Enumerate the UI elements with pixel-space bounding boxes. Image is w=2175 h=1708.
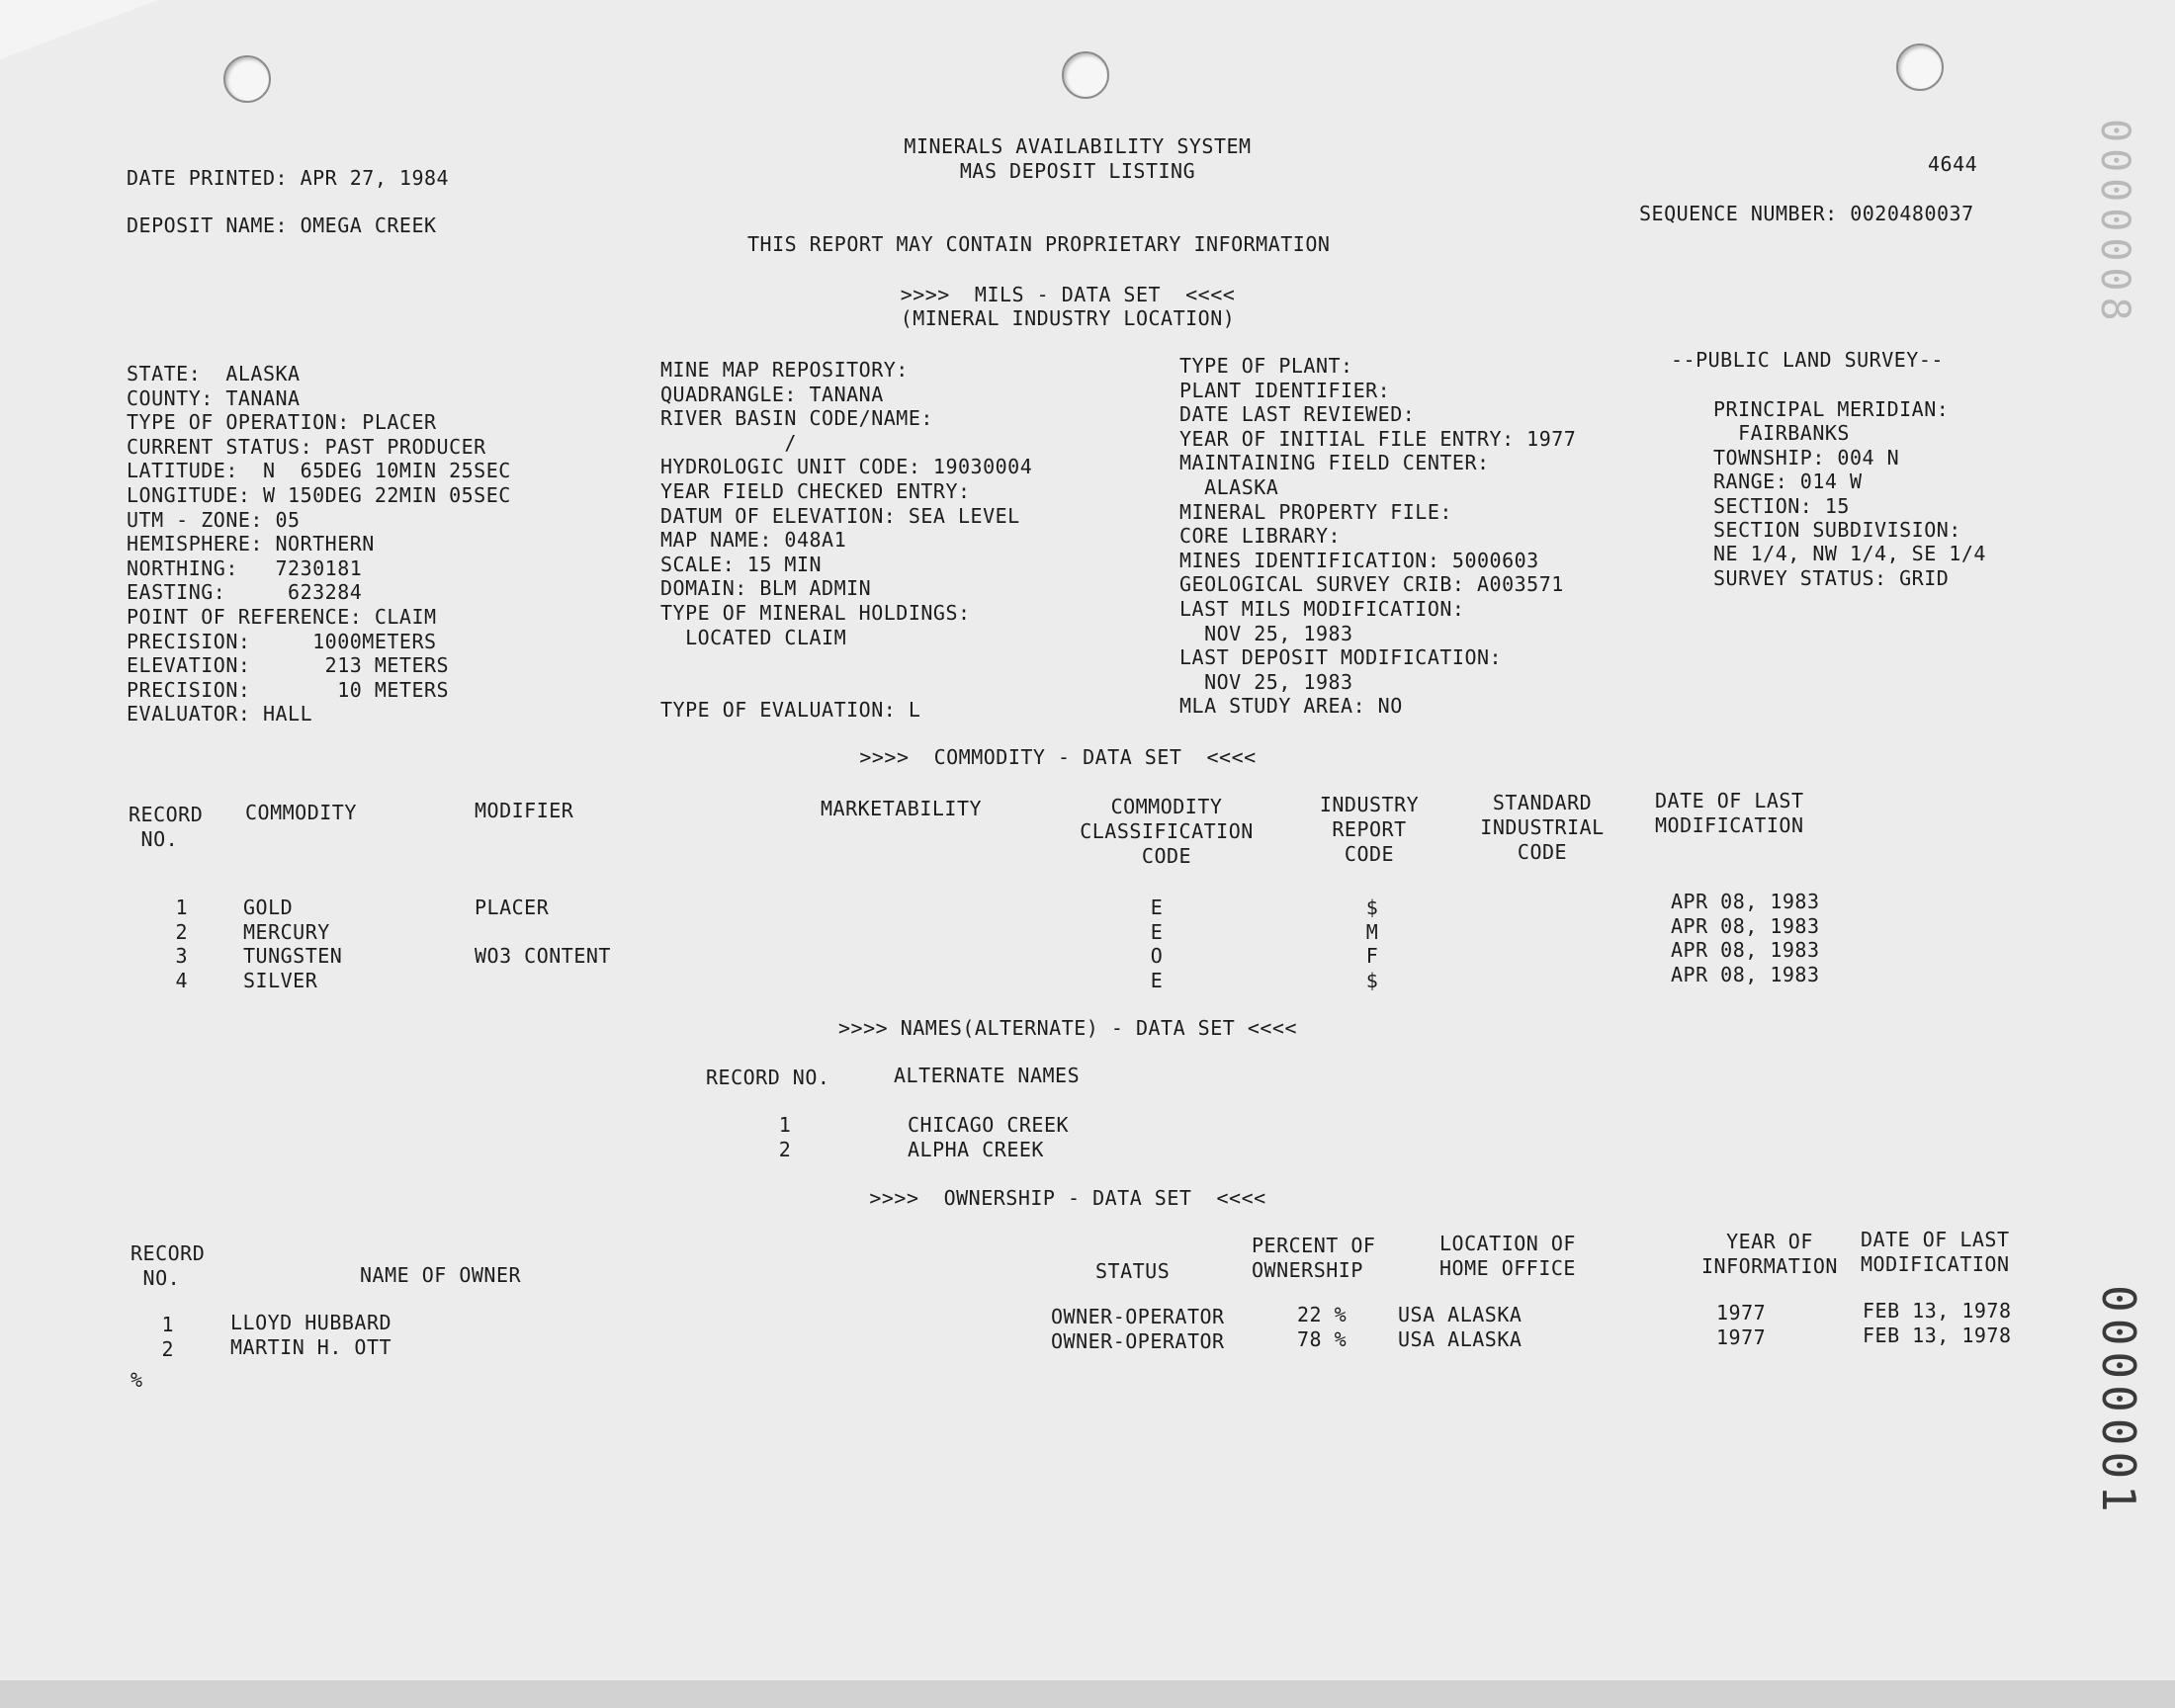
- mils-title: >>>> MILS - DATA SET <<<<: [900, 283, 1236, 306]
- public-land-survey-line: SURVEY STATUS: GRID: [1713, 565, 1950, 590]
- public-land-survey-line: RANGE: 014 W: [1713, 470, 1863, 494]
- sequence-number: SEQUENCE NUMBER: 0020480037: [1639, 202, 1974, 225]
- commodity-last-modified: APR 08, 1983: [1671, 938, 1820, 962]
- date-printed: DATE PRINTED: APR 27, 1984: [127, 166, 450, 190]
- punch-hole-left: [223, 55, 271, 103]
- owner-last-modified: FEB 13, 1978: [1863, 1299, 2012, 1323]
- mils-location-line: EASTING: 623284: [127, 580, 363, 605]
- mils-map-line: LOCATED CLAIM: [660, 625, 847, 649]
- mils-location-line: STATE: ALASKA: [127, 362, 301, 385]
- mils-location-line: ELEVATION: 213 METERS: [127, 653, 450, 678]
- names-header-record: RECORD NO.: [706, 1066, 830, 1089]
- commodity-record-no: 2: [175, 919, 188, 944]
- ownership-header-location: LOCATION OF HOME OFFICE: [1439, 1232, 1576, 1280]
- commodity-header-standard: STANDARD INDUSTRIAL CODE: [1480, 791, 1605, 864]
- commodity-record-no: 4: [175, 968, 188, 992]
- mils-plant-line: TYPE OF PLANT:: [1179, 354, 1353, 378]
- mils-plant-line: LAST DEPOSIT MODIFICATION:: [1179, 645, 1503, 670]
- ownership-title: >>>> OWNERSHIP - DATA SET <<<<: [869, 1186, 1266, 1210]
- scan-edge: [0, 1680, 2175, 1708]
- commodity-table: [0, 890, 2175, 1004]
- owner-home-office: USA ALASKA: [1398, 1303, 1522, 1326]
- commodity-name: GOLD: [243, 896, 294, 919]
- mils-plant-line: CORE LIBRARY:: [1179, 524, 1342, 549]
- mils-map-line: TYPE OF EVALUATION: L: [660, 698, 921, 723]
- owner-name: LLOYD HUBBARD: [230, 1311, 392, 1334]
- alternate-name: ALPHA CREEK: [908, 1138, 1044, 1161]
- mils-location-line: POINT OF REFERENCE: CLAIM: [127, 605, 437, 629]
- commodity-name: SILVER: [243, 968, 318, 992]
- commodity-header-modifier: MODIFIER: [475, 799, 574, 822]
- owner-percent: 22 %: [1297, 1303, 1348, 1326]
- alternate-name: CHICAGO CREEK: [908, 1113, 1070, 1137]
- ownership-header-owner: NAME OF OWNER: [360, 1263, 522, 1287]
- mils-plant-line: MAINTAINING FIELD CENTER:: [1179, 451, 1490, 475]
- ownership-header-date: DATE OF LAST MODIFICATION: [1861, 1228, 2010, 1276]
- commodity-industry-code: $: [1365, 896, 1379, 919]
- ownership-header-percent: PERCENT OF OWNERSHIP: [1252, 1234, 1376, 1282]
- commodity-name: MERCURY: [243, 919, 330, 944]
- commodity-classification-code: E: [1150, 896, 1164, 919]
- owner-status: OWNER-OPERATOR: [1051, 1305, 1225, 1328]
- commodity-modifier: WO3 CONTENT: [475, 944, 611, 968]
- owner-last-modified: FEB 13, 1978: [1863, 1324, 2012, 1347]
- mils-location-line: HEMISPHERE: NORTHERN: [127, 532, 375, 556]
- owner-home-office: USA ALASKA: [1398, 1327, 1522, 1351]
- mils-plant-line: ALASKA: [1179, 475, 1279, 499]
- end-of-record-mark: %: [130, 1368, 143, 1392]
- commodity-modifier: PLACER: [475, 896, 550, 919]
- commodity-industry-code: $: [1365, 968, 1379, 992]
- mils-plant-line: PLANT IDENTIFIER:: [1179, 378, 1391, 402]
- mils-map-line: HYDROLOGIC UNIT CODE: 19030004: [660, 455, 1033, 479]
- punch-hole-center: [1062, 51, 1109, 99]
- mils-map-line: TYPE OF MINERAL HOLDINGS:: [660, 601, 971, 625]
- commodity-last-modified: APR 08, 1983: [1671, 913, 1820, 938]
- commodity-last-modified: APR 08, 1983: [1671, 962, 1820, 986]
- mils-map-line: MAP NAME: 048A1: [660, 528, 847, 553]
- mils-map-line: SCALE: 15 MIN: [660, 552, 823, 576]
- ownership-header-record: RECORD NO.: [130, 1241, 206, 1290]
- public-land-survey-title: --PUBLIC LAND SURVEY--: [1671, 348, 1944, 372]
- commodity-record-no: 1: [175, 896, 188, 919]
- commodity-header-classification: COMMODITY CLASSIFICATION CODE: [1080, 795, 1254, 868]
- mils-plant-line: LAST MILS MODIFICATION:: [1179, 597, 1465, 621]
- folded-corner: [0, 0, 158, 59]
- punch-hole-right: [1896, 43, 1944, 91]
- commodity-classification-code: E: [1150, 919, 1164, 944]
- commodity-industry-code: M: [1365, 919, 1379, 944]
- page-number: 4644: [1928, 152, 1978, 176]
- mils-location-line: NORTHING: 7230181: [127, 555, 363, 580]
- names-title: >>>> NAMES(ALTERNATE) - DATA SET <<<<: [837, 1016, 1298, 1040]
- commodity-classification-code: O: [1150, 944, 1164, 968]
- mils-map-line: QUADRANGLE: TANANA: [660, 382, 884, 406]
- mils-location-line: LONGITUDE: W 150DEG 22MIN 05SEC: [127, 483, 511, 507]
- commodity-name: TUNGSTEN: [243, 944, 343, 968]
- listing-title: MAS DEPOSIT LISTING: [959, 159, 1196, 183]
- mils-plant-line: MINES IDENTIFICATION: 5000603: [1179, 548, 1539, 572]
- mils-map-line: MINE MAP REPOSITORY:: [660, 358, 909, 382]
- mils-map-line: DATUM OF ELEVATION: SEA LEVEL: [660, 503, 1020, 528]
- commodity-header-industry: INDUSTRY REPORT CODE: [1319, 793, 1420, 866]
- mils-location-line: COUNTY: TANANA: [127, 385, 301, 410]
- mils-map-line: DOMAIN: BLM ADMIN: [660, 576, 872, 601]
- mils-map-line: /: [660, 430, 797, 455]
- ownership-header-year: YEAR OF INFORMATION: [1701, 1230, 1838, 1278]
- ownership-header-status: STATUS: [1095, 1259, 1171, 1283]
- ownership-table: [0, 1301, 2175, 1360]
- names-header-alternate: ALTERNATE NAMES: [894, 1064, 1081, 1087]
- mils-location-line: LATITUDE: N 65DEG 10MIN 25SEC: [127, 459, 511, 483]
- public-land-survey-line: SECTION SUBDIVISION:: [1713, 518, 1961, 542]
- public-land-survey-line: SECTION: 15: [1713, 493, 1850, 518]
- names-table: [0, 1113, 2175, 1172]
- public-land-survey-line: NE 1/4, NW 1/4, SE 1/4: [1713, 542, 1986, 566]
- commodity-classification-code: E: [1150, 968, 1164, 992]
- public-land-survey-line: TOWNSHIP: 004 N: [1713, 445, 1900, 470]
- owner-status: OWNER-OPERATOR: [1051, 1329, 1225, 1353]
- mils-plant-line: GEOLOGICAL SURVEY CRIB: A003571: [1179, 572, 1564, 597]
- commodity-record-no: 3: [175, 944, 188, 968]
- owner-year-of-information: 1977: [1716, 1325, 1767, 1349]
- mils-location-line: TYPE OF OPERATION: PLACER: [127, 410, 437, 435]
- mils-subtitle: (MINERAL INDUSTRY LOCATION): [900, 306, 1236, 330]
- owner-year-of-information: 1977: [1716, 1301, 1767, 1324]
- mils-location-line: PRECISION: 10 METERS: [127, 677, 450, 702]
- mils-location-line: EVALUATOR: HALL: [127, 702, 313, 726]
- commodity-header-commodity: COMMODITY: [245, 801, 357, 824]
- commodity-header-record: RECORD NO.: [129, 803, 204, 851]
- commodity-industry-code: F: [1365, 944, 1379, 968]
- system-title: MINERALS AVAILABILITY SYSTEM: [904, 134, 1252, 158]
- owner-percent: 78 %: [1297, 1327, 1348, 1351]
- owner-record-no: 2: [161, 1337, 174, 1361]
- mils-map-line: RIVER BASIN CODE/NAME:: [660, 406, 933, 431]
- mils-plant-line: MINERAL PROPERTY FILE:: [1179, 499, 1452, 524]
- commodity-header-date: DATE OF LAST MODIFICATION: [1655, 789, 1804, 837]
- mils-location-line: UTM - ZONE: 05: [127, 507, 301, 532]
- proprietary-notice: THIS REPORT MAY CONTAIN PROPRIETARY INFORMATION: [747, 232, 1331, 256]
- alternate-name-record-no: 2: [778, 1138, 792, 1161]
- owner-record-no: 1: [161, 1313, 174, 1336]
- mils-location-line: PRECISION: 1000METERS: [127, 629, 437, 653]
- public-land-survey-line: FAIRBANKS: [1713, 421, 1850, 446]
- alternate-name-record-no: 1: [778, 1113, 792, 1137]
- commodity-title: >>>> COMMODITY - DATA SET <<<<: [859, 745, 1257, 769]
- mils-plant-line: MLA STUDY AREA: NO: [1179, 694, 1403, 719]
- mils-plant-line: DATE LAST REVIEWED:: [1179, 402, 1416, 427]
- mils-plant-line: YEAR OF INITIAL FILE ENTRY: 1977: [1179, 426, 1577, 451]
- public-land-survey-line: PRINCIPAL MERIDIAN:: [1713, 397, 1950, 421]
- mils-map-line: YEAR FIELD CHECKED ENTRY:: [660, 479, 971, 503]
- mils-location-line: CURRENT STATUS: PAST PRODUCER: [127, 434, 486, 459]
- mils-plant-line: NOV 25, 1983: [1179, 669, 1353, 694]
- bates-number: 0000001: [2092, 1285, 2145, 1518]
- faint-bates-number: 0000008: [2092, 119, 2137, 327]
- commodity-last-modified: APR 08, 1983: [1671, 890, 1820, 913]
- commodity-header-marketability: MARKETABILITY: [821, 797, 983, 820]
- deposit-name: DEPOSIT NAME: OMEGA CREEK: [127, 214, 437, 237]
- mils-plant-line: NOV 25, 1983: [1179, 621, 1353, 645]
- owner-name: MARTIN H. OTT: [230, 1335, 392, 1359]
